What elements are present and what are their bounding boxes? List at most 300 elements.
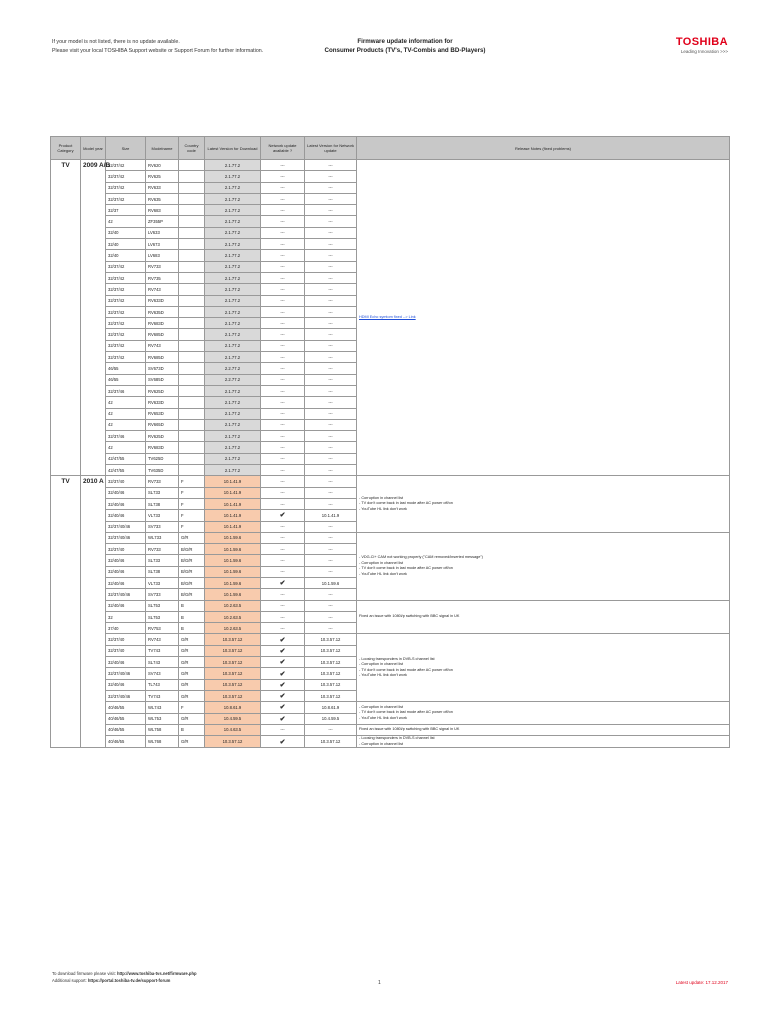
network-available-cell: --- bbox=[261, 160, 305, 171]
modelname-cell: RV633 bbox=[146, 182, 179, 193]
table-row bbox=[51, 736, 730, 748]
page-number: 1 bbox=[378, 980, 381, 986]
download-version-cell: 2.2.77.2 bbox=[205, 374, 261, 385]
modelname-cell: RV733 bbox=[146, 476, 179, 487]
network-version-cell: --- bbox=[305, 453, 357, 464]
modelname-cell: RV685D bbox=[146, 352, 179, 363]
product-category-cell: TV bbox=[51, 476, 81, 748]
size-cell: 37/40 bbox=[106, 623, 146, 634]
download-version-cell: 2.1.77.2 bbox=[205, 431, 261, 442]
download-version-cell: 2.1.77.2 bbox=[205, 419, 261, 430]
network-available-cell: --- bbox=[261, 532, 305, 543]
network-version-cell: 10.3.57.12 bbox=[305, 668, 357, 679]
size-cell: 32/37/40/46 bbox=[106, 668, 146, 679]
modelname-cell: WL743 bbox=[146, 702, 179, 713]
network-available-cell: --- bbox=[261, 555, 305, 566]
country-code-cell bbox=[179, 272, 205, 283]
network-available-cell: --- bbox=[261, 600, 305, 611]
network-available-cell: --- bbox=[261, 227, 305, 238]
release-note-line: - YouTube HL link don't work bbox=[359, 571, 407, 576]
col-model-year: Model year bbox=[81, 137, 106, 160]
size-cell: 32/37/42 bbox=[106, 284, 146, 295]
modelname-cell: RV735 bbox=[146, 272, 179, 283]
country-code-cell bbox=[179, 284, 205, 295]
model-year-cell: 2009 A/B bbox=[81, 160, 106, 476]
network-available-cell: ✔ bbox=[261, 690, 305, 701]
availability-note bbox=[52, 38, 263, 55]
size-cell: 46/55 bbox=[106, 374, 146, 385]
country-code-cell: G/R bbox=[179, 668, 205, 679]
download-version-cell: 2.1.77.2 bbox=[205, 340, 261, 351]
modelname-cell: RV743 bbox=[146, 340, 179, 351]
note-line-1: If your model is not listed, there is no update available. bbox=[52, 39, 180, 45]
network-available-cell: --- bbox=[261, 272, 305, 283]
country-code-cell bbox=[179, 363, 205, 374]
download-version-cell: 10.1.59.6 bbox=[205, 577, 261, 588]
release-note-line: - Corruption in channel list bbox=[359, 495, 404, 500]
modelname-cell: TV743 bbox=[146, 645, 179, 656]
network-version-cell: --- bbox=[305, 566, 357, 577]
release-note-line: - Corruption in channel list bbox=[359, 704, 404, 709]
network-version-cell: --- bbox=[305, 295, 357, 306]
country-code-cell: B bbox=[179, 611, 205, 622]
network-available-cell: ✔ bbox=[261, 645, 305, 656]
network-available-cell: --- bbox=[261, 385, 305, 396]
release-note-line: - Corruption in channel list bbox=[359, 741, 404, 746]
download-version-cell: 2.1.77.2 bbox=[205, 261, 261, 272]
country-code-cell bbox=[179, 442, 205, 453]
size-cell: 32 bbox=[106, 611, 146, 622]
country-code-cell: B bbox=[179, 724, 205, 735]
download-version-cell: 10.1.59.6 bbox=[205, 555, 261, 566]
size-cell: 32/37/42 bbox=[106, 318, 146, 329]
network-version-cell: --- bbox=[305, 724, 357, 735]
country-code-cell bbox=[179, 216, 205, 227]
release-notes-cell bbox=[357, 634, 730, 702]
download-version-cell: 2.1.77.2 bbox=[205, 385, 261, 396]
size-cell: 32/37/42 bbox=[106, 171, 146, 182]
size-cell: 40/46/55 bbox=[106, 724, 146, 735]
release-note-line: Fixed an issue with 1080i/p switching with BBC signal in UK bbox=[359, 727, 460, 732]
download-version-cell: 2.1.77.2 bbox=[205, 408, 261, 419]
size-cell: 32/40/46 bbox=[106, 487, 146, 498]
size-cell: 40/46/55 bbox=[106, 702, 146, 713]
network-version-cell: --- bbox=[305, 555, 357, 566]
download-version-cell: 2.1.77.2 bbox=[205, 272, 261, 283]
size-cell: 42 bbox=[106, 216, 146, 227]
network-available-cell: --- bbox=[261, 589, 305, 600]
modelname-cell: LV633 bbox=[146, 227, 179, 238]
download-version-cell: 10.3.57.12 bbox=[205, 634, 261, 645]
country-code-cell: G/R bbox=[179, 690, 205, 701]
release-notes-cell bbox=[357, 476, 730, 532]
download-version-cell: 10.1.41.9 bbox=[205, 510, 261, 521]
network-available-cell: --- bbox=[261, 498, 305, 509]
network-available-cell: ✔ bbox=[261, 577, 305, 588]
country-code-cell: G/R bbox=[179, 645, 205, 656]
modelname-cell: RV743 bbox=[146, 634, 179, 645]
country-code-cell: B/G/R bbox=[179, 555, 205, 566]
brand-tagline: Leading Innovation >>> bbox=[680, 49, 728, 54]
modelname-cell: TV635D bbox=[146, 465, 179, 476]
modelname-cell: RV753 bbox=[146, 623, 179, 634]
network-available-cell: --- bbox=[261, 193, 305, 204]
download-version-cell: 2.1.77.2 bbox=[205, 442, 261, 453]
download-version-cell: 2.1.77.2 bbox=[205, 227, 261, 238]
country-code-cell bbox=[179, 408, 205, 419]
size-cell: 32/37/40 bbox=[106, 634, 146, 645]
support-link[interactable]: https://portal.toshiba-tv.de/support-forum bbox=[87, 978, 171, 983]
modelname-cell: WL768 bbox=[146, 736, 179, 748]
download-version-cell: 10.1.59.6 bbox=[205, 544, 261, 555]
network-version-cell: --- bbox=[305, 318, 357, 329]
network-available-cell: ✔ bbox=[261, 713, 305, 724]
modelname-cell: RV635D bbox=[146, 306, 179, 317]
modelname-cell: LV673 bbox=[146, 239, 179, 250]
download-version-cell: 10.4.63.5 bbox=[205, 724, 261, 735]
download-version-cell: 2.1.77.2 bbox=[205, 329, 261, 340]
download-version-cell: 10.3.57.12 bbox=[205, 690, 261, 701]
country-code-cell: F bbox=[179, 498, 205, 509]
download-version-cell: 2.1.77.2 bbox=[205, 216, 261, 227]
country-code-cell bbox=[179, 295, 205, 306]
release-note-line: - Loosing transponders in DVB-S channel list bbox=[359, 656, 435, 661]
country-code-cell: G/R bbox=[179, 657, 205, 668]
download-version-cell: 2.1.77.2 bbox=[205, 465, 261, 476]
size-cell: 32/40/46 bbox=[106, 657, 146, 668]
network-version-cell: --- bbox=[305, 532, 357, 543]
col-size: Size bbox=[106, 137, 146, 160]
download-link[interactable]: http://www.toshiba-tvs.net/firmware.php bbox=[116, 971, 197, 976]
country-code-cell bbox=[179, 340, 205, 351]
size-cell: 42 bbox=[106, 419, 146, 430]
country-code-cell: G/R bbox=[179, 736, 205, 748]
release-note-line: Fixed an issue with 1080i/p switching with BBC signal in UK bbox=[359, 614, 460, 619]
modelname-cell: SV733 bbox=[146, 521, 179, 532]
country-code-cell bbox=[179, 250, 205, 261]
size-cell: 32/37/42 bbox=[106, 193, 146, 204]
download-version-cell: 10.1.41.9 bbox=[205, 521, 261, 532]
country-code-cell bbox=[179, 227, 205, 238]
download-version-cell: 10.3.57.12 bbox=[205, 668, 261, 679]
download-version-cell: 2.1.77.2 bbox=[205, 250, 261, 261]
download-version-cell: 10.1.41.9 bbox=[205, 487, 261, 498]
country-code-cell: G/R bbox=[179, 713, 205, 724]
size-cell: 42/47/55 bbox=[106, 453, 146, 464]
brand-name: TOSHIBA bbox=[675, 36, 728, 48]
country-code-cell: B/G/R bbox=[179, 577, 205, 588]
modelname-cell: RV743 bbox=[146, 284, 179, 295]
modelname-cell: WL758 bbox=[146, 724, 179, 735]
country-code-cell bbox=[179, 318, 205, 329]
col-network-version: Latest Version for Network update bbox=[305, 137, 357, 160]
size-cell: 32/37/42 bbox=[106, 295, 146, 306]
modelname-cell: WL753 bbox=[146, 713, 179, 724]
download-version-cell: 10.2.63.5 bbox=[205, 623, 261, 634]
modelname-cell: VL733 bbox=[146, 510, 179, 521]
country-code-cell bbox=[179, 261, 205, 272]
size-cell: 42/47/55 bbox=[106, 465, 146, 476]
network-version-cell: --- bbox=[305, 385, 357, 396]
release-notes-link[interactable]: HDMI Echo symtom fixed --> Link bbox=[359, 314, 416, 319]
country-code-cell bbox=[179, 397, 205, 408]
network-version-cell: --- bbox=[305, 272, 357, 283]
size-cell: 46/55 bbox=[106, 363, 146, 374]
release-notes-cell bbox=[357, 600, 730, 634]
col-country-code: Country code bbox=[179, 137, 205, 160]
network-version-cell: --- bbox=[305, 442, 357, 453]
country-code-cell bbox=[179, 205, 205, 216]
size-cell: 32/37/42 bbox=[106, 261, 146, 272]
country-code-cell: G/R bbox=[179, 634, 205, 645]
size-cell: 32/37/40 bbox=[106, 476, 146, 487]
network-version-cell: 10.8.61.9 bbox=[305, 702, 357, 713]
network-version-cell: --- bbox=[305, 284, 357, 295]
country-code-cell: G/R bbox=[179, 679, 205, 690]
country-code-cell: F bbox=[179, 487, 205, 498]
release-note-line: - TV don't come back in last mode after AC power off/on bbox=[359, 501, 453, 506]
size-cell: 32/37/40 bbox=[106, 544, 146, 555]
download-version-cell: 10.1.59.6 bbox=[205, 589, 261, 600]
network-version-cell: --- bbox=[305, 521, 357, 532]
network-version-cell: --- bbox=[305, 216, 357, 227]
country-code-cell bbox=[179, 352, 205, 363]
country-code-cell: G/R bbox=[179, 532, 205, 543]
network-version-cell: 10.4.59.5 bbox=[305, 713, 357, 724]
network-available-cell: --- bbox=[261, 374, 305, 385]
country-code-cell: F bbox=[179, 702, 205, 713]
table-row bbox=[51, 532, 730, 543]
col-network-available: Network update available ? bbox=[261, 137, 305, 160]
modelname-cell: SV685D bbox=[146, 374, 179, 385]
network-available-cell: --- bbox=[261, 453, 305, 464]
network-available-cell: --- bbox=[261, 544, 305, 555]
network-version-cell: --- bbox=[305, 363, 357, 374]
download-version-cell: 10.1.41.9 bbox=[205, 498, 261, 509]
country-code-cell bbox=[179, 431, 205, 442]
size-cell: 32/37/46 bbox=[106, 431, 146, 442]
download-version-cell: 10.3.57.12 bbox=[205, 736, 261, 748]
size-cell: 42 bbox=[106, 442, 146, 453]
network-version-cell: --- bbox=[305, 408, 357, 419]
modelname-cell: VL733 bbox=[146, 577, 179, 588]
network-version-cell: --- bbox=[305, 205, 357, 216]
country-code-cell: F bbox=[179, 476, 205, 487]
size-cell: 32/37/46 bbox=[106, 385, 146, 396]
release-note-line: - YouTube HL link don't work bbox=[359, 673, 407, 678]
firmware-table bbox=[50, 136, 730, 748]
release-note-line: - VDG-Cl+ CAM not working properly ("CAM removed/inserted message") bbox=[359, 555, 483, 560]
modelname-cell: RV625 bbox=[146, 171, 179, 182]
network-version-cell: --- bbox=[305, 498, 357, 509]
table-header-row bbox=[51, 137, 730, 160]
modelname-cell: SL738 bbox=[146, 566, 179, 577]
download-version-cell: 10.8.61.9 bbox=[205, 702, 261, 713]
country-code-cell bbox=[179, 385, 205, 396]
release-note-line: - YouTube HL link don't work bbox=[359, 506, 407, 511]
modelname-cell: SV743 bbox=[146, 668, 179, 679]
download-version-cell: 2.1.77.2 bbox=[205, 295, 261, 306]
footer-links bbox=[52, 970, 197, 984]
network-available-cell: --- bbox=[261, 431, 305, 442]
modelname-cell: SL743 bbox=[146, 657, 179, 668]
toshiba-logo bbox=[676, 36, 728, 54]
size-cell: 32/40/46 bbox=[106, 498, 146, 509]
network-version-cell: --- bbox=[305, 352, 357, 363]
download-version-cell: 10.3.57.12 bbox=[205, 645, 261, 656]
size-cell: 32/40 bbox=[106, 227, 146, 238]
modelname-cell: SV733 bbox=[146, 589, 179, 600]
download-version-cell: 2.2.77.2 bbox=[205, 363, 261, 374]
size-cell: 32/37/40/46 bbox=[106, 589, 146, 600]
modelname-cell: RV633D bbox=[146, 295, 179, 306]
modelname-cell: RV665D bbox=[146, 419, 179, 430]
download-version-cell: 2.1.77.2 bbox=[205, 306, 261, 317]
network-available-cell: --- bbox=[261, 216, 305, 227]
network-available-cell: ✔ bbox=[261, 668, 305, 679]
network-version-cell: --- bbox=[305, 397, 357, 408]
country-code-cell bbox=[179, 453, 205, 464]
modelname-cell: RV633D bbox=[146, 397, 179, 408]
country-code-cell bbox=[179, 306, 205, 317]
release-notes-cell bbox=[357, 724, 730, 735]
modelname-cell: RV733 bbox=[146, 544, 179, 555]
download-version-cell: 10.4.59.5 bbox=[205, 713, 261, 724]
modelname-cell: SL733 bbox=[146, 487, 179, 498]
network-available-cell: --- bbox=[261, 442, 305, 453]
modelname-cell: TV743 bbox=[146, 690, 179, 701]
note-line-2: Please visit your local TOSHIBA Support website or Support Forum for further information. bbox=[52, 47, 264, 54]
network-version-cell: 10.3.57.12 bbox=[305, 679, 357, 690]
size-cell: 32/40/46 bbox=[106, 510, 146, 521]
network-available-cell: --- bbox=[261, 465, 305, 476]
release-note-line: - Corruption in channel list bbox=[359, 560, 404, 565]
network-available-cell: --- bbox=[261, 182, 305, 193]
country-code-cell: B/G/R bbox=[179, 566, 205, 577]
modelname-cell: SV673D bbox=[146, 363, 179, 374]
download-version-cell: 2.1.77.2 bbox=[205, 352, 261, 363]
country-code-cell bbox=[179, 171, 205, 182]
table-row bbox=[51, 634, 730, 645]
network-available-cell: --- bbox=[261, 724, 305, 735]
table-row bbox=[51, 476, 730, 487]
col-modelname: Modelname bbox=[146, 137, 179, 160]
latest-update: Latest update: 17.12.2017 bbox=[675, 980, 728, 985]
network-available-cell: --- bbox=[261, 205, 305, 216]
network-version-cell: --- bbox=[305, 239, 357, 250]
network-version-cell: --- bbox=[305, 589, 357, 600]
size-cell: 32/37 bbox=[106, 205, 146, 216]
page-title bbox=[280, 38, 530, 55]
size-cell: 32/40/46 bbox=[106, 555, 146, 566]
download-version-cell: 2.1.77.2 bbox=[205, 205, 261, 216]
modelname-cell: RV620 bbox=[146, 160, 179, 171]
modelname-cell: RV683D bbox=[146, 442, 179, 453]
modelname-cell: RV635 bbox=[146, 193, 179, 204]
download-version-cell: 2.1.77.2 bbox=[205, 284, 261, 295]
size-cell: 32/37/42 bbox=[106, 340, 146, 351]
size-cell: 32/40 bbox=[106, 250, 146, 261]
title-line-1: Firmware update information for bbox=[357, 38, 453, 45]
network-available-cell: --- bbox=[261, 340, 305, 351]
network-available-cell: --- bbox=[261, 611, 305, 622]
product-category-cell: TV bbox=[51, 160, 81, 476]
release-notes-cell bbox=[357, 532, 730, 600]
download-version-cell: 10.3.57.12 bbox=[205, 679, 261, 690]
country-code-cell bbox=[179, 329, 205, 340]
modelname-cell: RV685D bbox=[146, 329, 179, 340]
network-version-cell: --- bbox=[305, 171, 357, 182]
network-version-cell: 10.3.57.12 bbox=[305, 736, 357, 748]
modelname-cell: SL753 bbox=[146, 600, 179, 611]
country-code-cell: B/G/R bbox=[179, 589, 205, 600]
network-available-cell: --- bbox=[261, 284, 305, 295]
download-version-cell: 2.1.77.2 bbox=[205, 397, 261, 408]
download-version-cell: 2.1.77.2 bbox=[205, 453, 261, 464]
network-version-cell: --- bbox=[305, 227, 357, 238]
size-cell: 42 bbox=[106, 408, 146, 419]
network-version-cell: --- bbox=[305, 250, 357, 261]
model-year-cell: 2010 A bbox=[81, 476, 106, 748]
network-version-cell: 10.3.57.12 bbox=[305, 645, 357, 656]
network-version-cell: 10.3.57.12 bbox=[305, 690, 357, 701]
size-cell: 40/46/55 bbox=[106, 736, 146, 748]
download-version-cell: 2.1.77.2 bbox=[205, 318, 261, 329]
country-code-cell bbox=[179, 239, 205, 250]
modelname-cell: SL733 bbox=[146, 555, 179, 566]
download-version-cell: 2.1.77.2 bbox=[205, 182, 261, 193]
network-available-cell: ✔ bbox=[261, 510, 305, 521]
network-available-cell: --- bbox=[261, 295, 305, 306]
country-code-cell bbox=[179, 193, 205, 204]
modelname-cell: WL733 bbox=[146, 532, 179, 543]
country-code-cell: B bbox=[179, 600, 205, 611]
download-version-cell: 10.3.57.12 bbox=[205, 657, 261, 668]
size-cell: 32/37/42 bbox=[106, 306, 146, 317]
modelname-cell: RV653D bbox=[146, 408, 179, 419]
network-version-cell: 10.1.41.9 bbox=[305, 510, 357, 521]
table-row bbox=[51, 160, 730, 171]
release-notes-cell bbox=[357, 702, 730, 725]
modelname-cell: ZF355P bbox=[146, 216, 179, 227]
release-notes-cell bbox=[357, 160, 730, 476]
release-note-line: - Loosing transponders in DVB-S channel list bbox=[359, 736, 435, 741]
network-available-cell: --- bbox=[261, 397, 305, 408]
size-cell: 32/40/46 bbox=[106, 679, 146, 690]
release-note-line: - TV don't come back in last mode after AC power off/on bbox=[359, 566, 453, 571]
network-available-cell: ✔ bbox=[261, 657, 305, 668]
network-version-cell: --- bbox=[305, 431, 357, 442]
network-version-cell: --- bbox=[305, 544, 357, 555]
network-available-cell: --- bbox=[261, 329, 305, 340]
network-version-cell: --- bbox=[305, 476, 357, 487]
table-row bbox=[51, 702, 730, 713]
network-version-cell: --- bbox=[305, 306, 357, 317]
col-product-category: Product Category bbox=[51, 137, 81, 160]
network-version-cell: 10.3.57.12 bbox=[305, 634, 357, 645]
network-version-cell: --- bbox=[305, 340, 357, 351]
size-cell: 32/37/40 bbox=[106, 645, 146, 656]
network-available-cell: --- bbox=[261, 352, 305, 363]
network-available-cell: ✔ bbox=[261, 736, 305, 748]
col-release-notes: Release Notes (fixed problems) bbox=[357, 137, 730, 160]
network-available-cell: --- bbox=[261, 306, 305, 317]
country-code-cell bbox=[179, 374, 205, 385]
network-available-cell: --- bbox=[261, 318, 305, 329]
modelname-cell: SL738 bbox=[146, 498, 179, 509]
modelname-cell: RV733 bbox=[146, 261, 179, 272]
modelname-cell: TL743 bbox=[146, 679, 179, 690]
